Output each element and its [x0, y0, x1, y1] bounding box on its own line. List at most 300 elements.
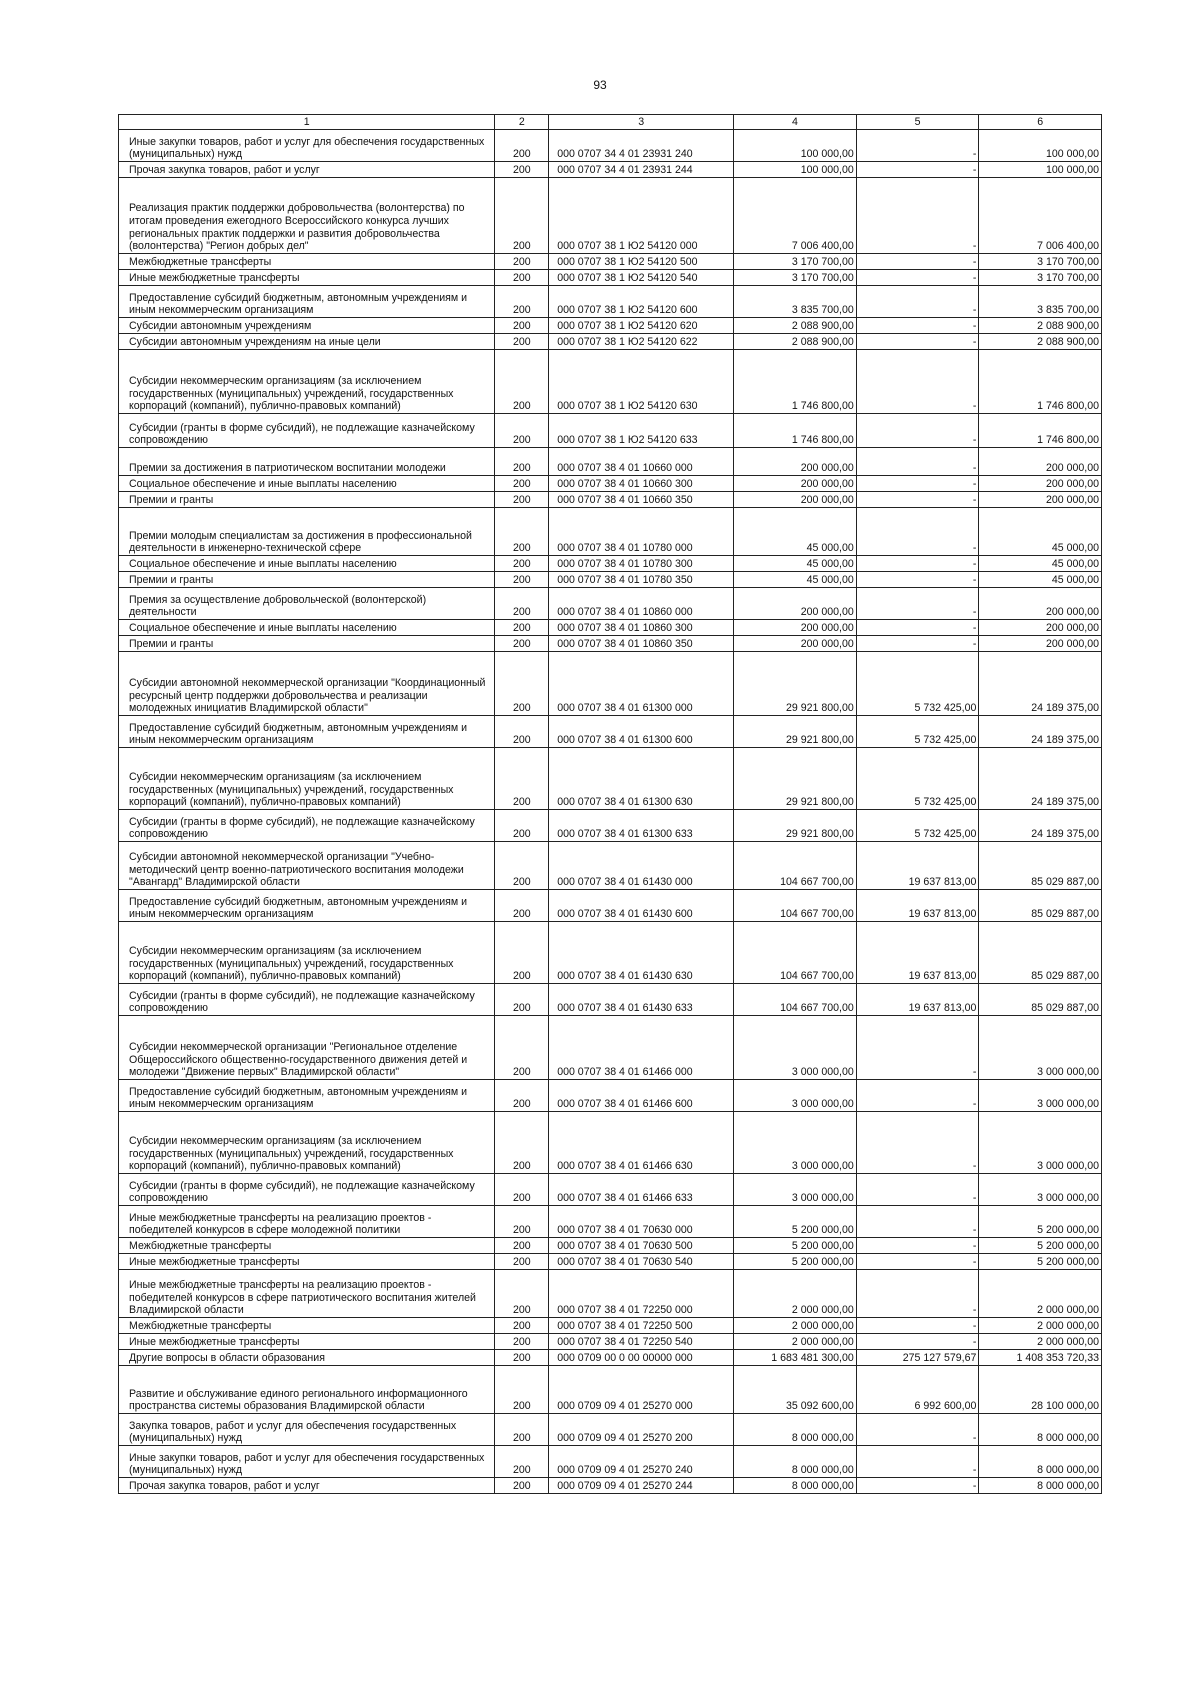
row-grbs-cell: 200 — [495, 1206, 549, 1238]
row-name-cell: Иные межбюджетные трансферты на реализацию проектов - победителей конкурсов в сфере молодежной политики — [119, 1206, 495, 1238]
table-row — [119, 1174, 1102, 1206]
row-executed-cell: - — [856, 1112, 979, 1174]
row-grbs-cell: 200 — [495, 1366, 549, 1414]
row-executed-cell: - — [856, 508, 979, 556]
row-code-cell: 000 0707 38 4 01 72250 540 — [549, 1334, 734, 1350]
row-remaining-cell: 3 835 700,00 — [979, 286, 1102, 318]
table-row — [119, 748, 1102, 810]
row-remaining-cell: 1 746 800,00 — [979, 414, 1102, 448]
table-row — [119, 130, 1102, 162]
row-executed-cell: - — [856, 318, 979, 334]
row-remaining-cell: 100 000,00 — [979, 130, 1102, 162]
row-code-cell: 000 0707 38 4 01 70630 000 — [549, 1206, 734, 1238]
table-row — [119, 414, 1102, 448]
row-approved-cell: 8 000 000,00 — [734, 1478, 857, 1494]
row-remaining-cell: 2 000 000,00 — [979, 1318, 1102, 1334]
row-grbs-cell: 200 — [495, 1414, 549, 1446]
row-remaining-cell: 100 000,00 — [979, 162, 1102, 178]
row-name-cell: Субсидии (гранты в форме субсидий), не подлежащие казначейскому сопровождению — [119, 414, 495, 448]
row-name-cell: Закупка товаров, работ и услуг для обеспечения государственных (муниципальных) нужд — [119, 1414, 495, 1446]
row-remaining-cell: 1 746 800,00 — [979, 350, 1102, 414]
header-row — [119, 115, 1102, 130]
row-approved-cell: 104 667 700,00 — [734, 842, 857, 890]
row-remaining-cell: 5 200 000,00 — [979, 1238, 1102, 1254]
row-approved-cell: 3 000 000,00 — [734, 1174, 857, 1206]
row-grbs-cell: 200 — [495, 492, 549, 508]
row-grbs-cell: 200 — [495, 1350, 549, 1366]
row-approved-cell: 3 000 000,00 — [734, 1080, 857, 1112]
row-grbs-cell: 200 — [495, 984, 549, 1016]
row-executed-cell: - — [856, 334, 979, 350]
row-executed-cell: - — [856, 270, 979, 286]
table-row — [119, 1366, 1102, 1414]
row-remaining-cell: 3 170 700,00 — [979, 270, 1102, 286]
row-code-cell: 000 0709 09 4 01 25270 200 — [549, 1414, 734, 1446]
row-remaining-cell: 200 000,00 — [979, 492, 1102, 508]
table-row — [119, 1318, 1102, 1334]
row-executed-cell: - — [856, 1238, 979, 1254]
row-executed-cell: 19 637 813,00 — [856, 984, 979, 1016]
row-name-cell: Премия за осуществление добровольческой (волонтерской) деятельности — [119, 588, 495, 620]
row-name-cell: Иные межбюджетные трансферты — [119, 270, 495, 286]
row-remaining-cell: 200 000,00 — [979, 620, 1102, 636]
row-remaining-cell: 3 000 000,00 — [979, 1112, 1102, 1174]
table-row — [119, 716, 1102, 748]
table-row — [119, 588, 1102, 620]
row-remaining-cell: 8 000 000,00 — [979, 1478, 1102, 1494]
table-row — [119, 334, 1102, 350]
row-name-cell: Предоставление субсидий бюджетным, автономным учреждениям и иным некоммерческим организациям — [119, 716, 495, 748]
row-code-cell: 000 0707 38 4 01 10860 000 — [549, 588, 734, 620]
row-code-cell: 000 0707 38 4 01 10660 300 — [549, 476, 734, 492]
row-approved-cell: 104 667 700,00 — [734, 922, 857, 984]
row-code-cell: 000 0707 38 4 01 10660 350 — [549, 492, 734, 508]
header-cell-4: 4 — [734, 115, 857, 130]
row-approved-cell: 200 000,00 — [734, 492, 857, 508]
row-executed-cell: - — [856, 1318, 979, 1334]
row-approved-cell: 200 000,00 — [734, 620, 857, 636]
row-code-cell: 000 0707 38 1 Ю2 54120 633 — [549, 414, 734, 448]
row-approved-cell: 200 000,00 — [734, 448, 857, 476]
row-executed-cell: - — [856, 1016, 979, 1080]
row-code-cell: 000 0707 38 4 01 61300 633 — [549, 810, 734, 842]
row-code-cell: 000 0707 38 1 Ю2 54120 540 — [549, 270, 734, 286]
row-grbs-cell: 200 — [495, 476, 549, 492]
row-executed-cell: - — [856, 254, 979, 270]
row-grbs-cell: 200 — [495, 620, 549, 636]
row-code-cell: 000 0707 38 4 01 61430 000 — [549, 842, 734, 890]
row-name-cell: Субсидии некоммерческой организации "Региональное отделение Общероссийского общественно-государственного движения детей и молодежи "Движение первых" Владимирской области" — [119, 1016, 495, 1080]
row-grbs-cell: 200 — [495, 334, 549, 350]
row-code-cell: 000 0707 38 1 Ю2 54120 620 — [549, 318, 734, 334]
row-code-cell: 000 0707 38 4 01 70630 500 — [549, 1238, 734, 1254]
row-grbs-cell: 200 — [495, 890, 549, 922]
row-approved-cell: 8 000 000,00 — [734, 1446, 857, 1478]
row-code-cell: 000 0707 38 4 01 61300 600 — [549, 716, 734, 748]
row-approved-cell: 104 667 700,00 — [734, 984, 857, 1016]
row-code-cell: 000 0709 09 4 01 25270 244 — [549, 1478, 734, 1494]
row-name-cell: Премии и гранты — [119, 636, 495, 652]
row-approved-cell: 29 921 800,00 — [734, 748, 857, 810]
row-remaining-cell: 3 000 000,00 — [979, 1080, 1102, 1112]
table-row — [119, 178, 1102, 254]
row-executed-cell: - — [856, 1254, 979, 1270]
table-row — [119, 1238, 1102, 1254]
row-name-cell: Субсидии автономным учреждениям на иные цели — [119, 334, 495, 350]
row-remaining-cell: 7 006 400,00 — [979, 178, 1102, 254]
row-code-cell: 000 0707 34 4 01 23931 240 — [549, 130, 734, 162]
row-name-cell: Субсидии (гранты в форме субсидий), не подлежащие казначейскому сопровождению — [119, 810, 495, 842]
row-name-cell: Развитие и обслуживание единого регионального информационного пространства системы образования Владимирской области — [119, 1366, 495, 1414]
row-executed-cell: - — [856, 1174, 979, 1206]
row-code-cell: 000 0707 38 4 01 61466 600 — [549, 1080, 734, 1112]
row-code-cell: 000 0707 34 4 01 23931 244 — [549, 162, 734, 178]
table-row — [119, 1414, 1102, 1446]
row-name-cell: Иные закупки товаров, работ и услуг для обеспечения государственных (муниципальных) нужд — [119, 1446, 495, 1478]
row-code-cell: 000 0709 09 4 01 25270 000 — [549, 1366, 734, 1414]
row-remaining-cell: 8 000 000,00 — [979, 1446, 1102, 1478]
table-row — [119, 448, 1102, 476]
row-name-cell: Другие вопросы в области образования — [119, 1350, 495, 1366]
row-grbs-cell: 200 — [495, 1446, 549, 1478]
row-executed-cell: - — [856, 1334, 979, 1350]
row-code-cell: 000 0707 38 1 Ю2 54120 500 — [549, 254, 734, 270]
row-approved-cell: 35 092 600,00 — [734, 1366, 857, 1414]
row-grbs-cell: 200 — [495, 922, 549, 984]
table-row — [119, 1350, 1102, 1366]
row-executed-cell: 5 732 425,00 — [856, 652, 979, 716]
row-name-cell: Иные межбюджетные трансферты — [119, 1254, 495, 1270]
table-row — [119, 162, 1102, 178]
table-row — [119, 636, 1102, 652]
row-grbs-cell: 200 — [495, 748, 549, 810]
row-approved-cell: 3 835 700,00 — [734, 286, 857, 318]
row-grbs-cell: 200 — [495, 1478, 549, 1494]
row-name-cell: Премии молодым специалистам за достижения в профессиональной деятельности в инженерно-технической сфере — [119, 508, 495, 556]
row-executed-cell: - — [856, 1478, 979, 1494]
table-row — [119, 508, 1102, 556]
row-executed-cell: 6 992 600,00 — [856, 1366, 979, 1414]
row-approved-cell: 104 667 700,00 — [734, 890, 857, 922]
row-name-cell: Субсидии некоммерческим организациям (за исключением государственных (муниципальных) учреждений, государственных корпораций (компаний), публично-правовых компаний) — [119, 922, 495, 984]
row-executed-cell: 5 732 425,00 — [856, 716, 979, 748]
row-executed-cell: - — [856, 556, 979, 572]
row-grbs-cell: 200 — [495, 286, 549, 318]
row-name-cell: Предоставление субсидий бюджетным, автономным учреждениям и иным некоммерческим организациям — [119, 890, 495, 922]
row-name-cell: Иные межбюджетные трансферты — [119, 1334, 495, 1350]
row-code-cell: 000 0707 38 4 01 72250 000 — [549, 1270, 734, 1318]
row-approved-cell: 200 000,00 — [734, 476, 857, 492]
row-name-cell: Субсидии автономным учреждениям — [119, 318, 495, 334]
row-remaining-cell: 85 029 887,00 — [979, 842, 1102, 890]
row-approved-cell: 1 746 800,00 — [734, 350, 857, 414]
row-executed-cell: - — [856, 448, 979, 476]
row-remaining-cell: 2 088 900,00 — [979, 318, 1102, 334]
row-name-cell: Межбюджетные трансферты — [119, 1318, 495, 1334]
row-remaining-cell: 1 408 353 720,33 — [979, 1350, 1102, 1366]
row-grbs-cell: 200 — [495, 162, 549, 178]
row-grbs-cell: 200 — [495, 1112, 549, 1174]
row-code-cell: 000 0707 38 4 01 10780 000 — [549, 508, 734, 556]
table-row — [119, 1112, 1102, 1174]
row-remaining-cell: 3 000 000,00 — [979, 1016, 1102, 1080]
row-executed-cell: - — [856, 130, 979, 162]
row-approved-cell: 1 746 800,00 — [734, 414, 857, 448]
row-executed-cell: 275 127 579,67 — [856, 1350, 979, 1366]
row-executed-cell: - — [856, 572, 979, 588]
table-row — [119, 286, 1102, 318]
row-remaining-cell: 85 029 887,00 — [979, 984, 1102, 1016]
row-grbs-cell: 200 — [495, 270, 549, 286]
row-name-cell: Социальное обеспечение и иные выплаты населению — [119, 556, 495, 572]
table-row — [119, 318, 1102, 334]
row-name-cell: Субсидии автономной некоммерческой организации "Учебно-методический центр военно-патриотического воспитания молодежи "Авангард" Владимирской области — [119, 842, 495, 890]
row-name-cell: Субсидии некоммерческим организациям (за исключением государственных (муниципальных) учреждений, государственных корпораций (компаний), публично-правовых компаний) — [119, 1112, 495, 1174]
row-grbs-cell: 200 — [495, 254, 549, 270]
row-name-cell: Предоставление субсидий бюджетным, автономным учреждениям и иным некоммерческим организациям — [119, 1080, 495, 1112]
row-executed-cell: - — [856, 162, 979, 178]
row-grbs-cell: 200 — [495, 1238, 549, 1254]
header-cell-6: 6 — [979, 115, 1102, 130]
row-name-cell: Премии за достижения в патриотическом воспитании молодежи — [119, 448, 495, 476]
row-grbs-cell: 200 — [495, 652, 549, 716]
table-row — [119, 350, 1102, 414]
row-name-cell: Субсидии автономной некоммерческой организации "Координационный ресурсный центр поддержки добровольчества и реализации молодежных инициатив Владимирской области" — [119, 652, 495, 716]
row-approved-cell: 5 200 000,00 — [734, 1238, 857, 1254]
table-row — [119, 1478, 1102, 1494]
table-row — [119, 572, 1102, 588]
row-code-cell: 000 0707 38 4 01 70630 540 — [549, 1254, 734, 1270]
row-remaining-cell: 5 200 000,00 — [979, 1206, 1102, 1238]
row-name-cell: Субсидии (гранты в форме субсидий), не подлежащие казначейскому сопровождению — [119, 1174, 495, 1206]
row-approved-cell: 2 000 000,00 — [734, 1318, 857, 1334]
row-code-cell: 000 0707 38 1 Ю2 54120 622 — [549, 334, 734, 350]
row-name-cell: Иные закупки товаров, работ и услуг для обеспечения государственных (муниципальных) нужд — [119, 130, 495, 162]
header-cell-3: 3 — [549, 115, 734, 130]
row-name-cell: Социальное обеспечение и иные выплаты населению — [119, 476, 495, 492]
row-name-cell: Прочая закупка товаров, работ и услуг — [119, 1478, 495, 1494]
header-cell-2: 2 — [495, 115, 549, 130]
row-executed-cell: 5 732 425,00 — [856, 748, 979, 810]
row-grbs-cell: 200 — [495, 508, 549, 556]
row-approved-cell: 5 200 000,00 — [734, 1254, 857, 1270]
table-row — [119, 652, 1102, 716]
row-executed-cell: - — [856, 1414, 979, 1446]
row-code-cell: 000 0707 38 4 01 10780 350 — [549, 572, 734, 588]
row-executed-cell: - — [856, 350, 979, 414]
row-code-cell: 000 0707 38 4 01 61300 630 — [549, 748, 734, 810]
row-grbs-cell: 200 — [495, 1080, 549, 1112]
row-code-cell: 000 0707 38 1 Ю2 54120 000 — [549, 178, 734, 254]
table-row — [119, 492, 1102, 508]
row-approved-cell: 5 200 000,00 — [734, 1206, 857, 1238]
row-grbs-cell: 200 — [495, 842, 549, 890]
row-grbs-cell: 200 — [495, 1174, 549, 1206]
row-name-cell: Субсидии некоммерческим организациям (за исключением государственных (муниципальных) учреждений, государственных корпораций (компаний), публично-правовых компаний) — [119, 748, 495, 810]
row-executed-cell: - — [856, 1080, 979, 1112]
row-grbs-cell: 200 — [495, 810, 549, 842]
row-approved-cell: 45 000,00 — [734, 572, 857, 588]
row-approved-cell: 8 000 000,00 — [734, 1414, 857, 1446]
row-remaining-cell: 45 000,00 — [979, 508, 1102, 556]
row-code-cell: 000 0709 00 0 00 00000 000 — [549, 1350, 734, 1366]
row-remaining-cell: 8 000 000,00 — [979, 1414, 1102, 1446]
row-code-cell: 000 0707 38 4 01 10860 350 — [549, 636, 734, 652]
table-row — [119, 810, 1102, 842]
header-cell-1: 1 — [119, 115, 495, 130]
row-grbs-cell: 200 — [495, 556, 549, 572]
row-approved-cell: 3 170 700,00 — [734, 270, 857, 286]
row-name-cell: Прочая закупка товаров, работ и услуг — [119, 162, 495, 178]
row-remaining-cell: 200 000,00 — [979, 448, 1102, 476]
row-approved-cell: 1 683 481 300,00 — [734, 1350, 857, 1366]
row-executed-cell: - — [856, 492, 979, 508]
row-executed-cell: - — [856, 1206, 979, 1238]
row-remaining-cell: 85 029 887,00 — [979, 922, 1102, 984]
row-executed-cell: - — [856, 1446, 979, 1478]
row-remaining-cell: 85 029 887,00 — [979, 890, 1102, 922]
row-code-cell: 000 0707 38 1 Ю2 54120 630 — [549, 350, 734, 414]
row-name-cell: Иные межбюджетные трансферты на реализацию проектов - победителей конкурсов в сфере патриотического воспитания жителей Владимирской области — [119, 1270, 495, 1318]
row-grbs-cell: 200 — [495, 716, 549, 748]
row-approved-cell: 100 000,00 — [734, 130, 857, 162]
row-executed-cell: 19 637 813,00 — [856, 842, 979, 890]
row-grbs-cell: 200 — [495, 448, 549, 476]
table-row — [119, 254, 1102, 270]
row-approved-cell: 2 000 000,00 — [734, 1270, 857, 1318]
row-approved-cell: 45 000,00 — [734, 508, 857, 556]
row-code-cell: 000 0707 38 4 01 61466 633 — [549, 1174, 734, 1206]
row-executed-cell: 5 732 425,00 — [856, 810, 979, 842]
row-remaining-cell: 24 189 375,00 — [979, 716, 1102, 748]
row-approved-cell: 45 000,00 — [734, 556, 857, 572]
row-code-cell: 000 0707 38 4 01 61430 630 — [549, 922, 734, 984]
table-row — [119, 1206, 1102, 1238]
row-grbs-cell: 200 — [495, 636, 549, 652]
row-executed-cell: - — [856, 636, 979, 652]
row-code-cell: 000 0707 38 4 01 61430 633 — [549, 984, 734, 1016]
row-approved-cell: 3 000 000,00 — [734, 1016, 857, 1080]
table-row — [119, 476, 1102, 492]
row-approved-cell: 7 006 400,00 — [734, 178, 857, 254]
budget-table — [118, 114, 1102, 1494]
row-approved-cell: 200 000,00 — [734, 588, 857, 620]
row-code-cell: 000 0707 38 4 01 61466 000 — [549, 1016, 734, 1080]
row-code-cell: 000 0707 38 4 01 10660 000 — [549, 448, 734, 476]
row-code-cell: 000 0707 38 4 01 61430 600 — [549, 890, 734, 922]
row-name-cell: Субсидии (гранты в форме субсидий), не подлежащие казначейскому сопровождению — [119, 984, 495, 1016]
table-row — [119, 1016, 1102, 1080]
row-approved-cell: 200 000,00 — [734, 636, 857, 652]
row-grbs-cell: 200 — [495, 588, 549, 620]
row-grbs-cell: 200 — [495, 1016, 549, 1080]
table-row — [119, 270, 1102, 286]
row-executed-cell: - — [856, 1270, 979, 1318]
row-remaining-cell: 200 000,00 — [979, 588, 1102, 620]
row-name-cell: Реализация практик поддержки добровольчества (волонтерства) по итогам проведения ежегодного Всероссийского конкурса лучших региональных практик поддержки и развития добровольчества (волонтерства) "Регион добрых дел" — [119, 178, 495, 254]
row-grbs-cell: 200 — [495, 178, 549, 254]
table-row — [119, 890, 1102, 922]
row-grbs-cell: 200 — [495, 1270, 549, 1318]
table-row — [119, 842, 1102, 890]
row-executed-cell: - — [856, 588, 979, 620]
row-remaining-cell: 200 000,00 — [979, 476, 1102, 492]
row-remaining-cell: 2 000 000,00 — [979, 1334, 1102, 1350]
row-grbs-cell: 200 — [495, 130, 549, 162]
row-code-cell: 000 0707 38 1 Ю2 54120 600 — [549, 286, 734, 318]
row-grbs-cell: 200 — [495, 1254, 549, 1270]
row-grbs-cell: 200 — [495, 318, 549, 334]
row-approved-cell: 3 000 000,00 — [734, 1112, 857, 1174]
row-executed-cell: - — [856, 178, 979, 254]
row-approved-cell: 2 000 000,00 — [734, 1334, 857, 1350]
row-code-cell: 000 0707 38 4 01 61300 000 — [549, 652, 734, 716]
row-remaining-cell: 45 000,00 — [979, 572, 1102, 588]
row-approved-cell: 3 170 700,00 — [734, 254, 857, 270]
row-approved-cell: 100 000,00 — [734, 162, 857, 178]
row-approved-cell: 29 921 800,00 — [734, 716, 857, 748]
row-name-cell: Межбюджетные трансферты — [119, 1238, 495, 1254]
row-grbs-cell: 200 — [495, 572, 549, 588]
table-row — [119, 1254, 1102, 1270]
row-executed-cell: 19 637 813,00 — [856, 890, 979, 922]
row-remaining-cell: 2 088 900,00 — [979, 334, 1102, 350]
row-name-cell: Субсидии некоммерческим организациям (за исключением государственных (муниципальных) учреждений, государственных корпораций (компаний), публично-правовых компаний) — [119, 350, 495, 414]
row-approved-cell: 29 921 800,00 — [734, 652, 857, 716]
row-code-cell: 000 0709 09 4 01 25270 240 — [549, 1446, 734, 1478]
row-code-cell: 000 0707 38 4 01 10780 300 — [549, 556, 734, 572]
row-name-cell: Премии и гранты — [119, 572, 495, 588]
row-executed-cell: 19 637 813,00 — [856, 922, 979, 984]
row-remaining-cell: 200 000,00 — [979, 636, 1102, 652]
row-name-cell: Премии и гранты — [119, 492, 495, 508]
row-remaining-cell: 24 189 375,00 — [979, 810, 1102, 842]
row-grbs-cell: 200 — [495, 1318, 549, 1334]
row-executed-cell: - — [856, 414, 979, 448]
row-grbs-cell: 200 — [495, 414, 549, 448]
row-code-cell: 000 0707 38 4 01 10860 300 — [549, 620, 734, 636]
row-remaining-cell: 5 200 000,00 — [979, 1254, 1102, 1270]
table-row — [119, 984, 1102, 1016]
page-number: 93 — [593, 78, 607, 92]
table-row — [119, 1270, 1102, 1318]
header-cell-5: 5 — [856, 115, 979, 130]
row-approved-cell: 2 088 900,00 — [734, 334, 857, 350]
row-grbs-cell: 200 — [495, 1334, 549, 1350]
row-remaining-cell: 24 189 375,00 — [979, 748, 1102, 810]
row-remaining-cell: 2 000 000,00 — [979, 1270, 1102, 1318]
row-name-cell: Предоставление субсидий бюджетным, автономным учреждениям и иным некоммерческим организациям — [119, 286, 495, 318]
row-name-cell: Межбюджетные трансферты — [119, 254, 495, 270]
table-row — [119, 1446, 1102, 1478]
row-code-cell: 000 0707 38 4 01 72250 500 — [549, 1318, 734, 1334]
row-remaining-cell: 24 189 375,00 — [979, 652, 1102, 716]
row-executed-cell: - — [856, 286, 979, 318]
row-approved-cell: 2 088 900,00 — [734, 318, 857, 334]
row-grbs-cell: 200 — [495, 350, 549, 414]
row-approved-cell: 29 921 800,00 — [734, 810, 857, 842]
row-executed-cell: - — [856, 476, 979, 492]
table-row — [119, 556, 1102, 572]
table-row — [119, 1334, 1102, 1350]
table-row — [119, 922, 1102, 984]
row-executed-cell: - — [856, 620, 979, 636]
row-remaining-cell: 45 000,00 — [979, 556, 1102, 572]
table-row — [119, 1080, 1102, 1112]
row-name-cell: Социальное обеспечение и иные выплаты населению — [119, 620, 495, 636]
table-row — [119, 620, 1102, 636]
row-remaining-cell: 28 100 000,00 — [979, 1366, 1102, 1414]
